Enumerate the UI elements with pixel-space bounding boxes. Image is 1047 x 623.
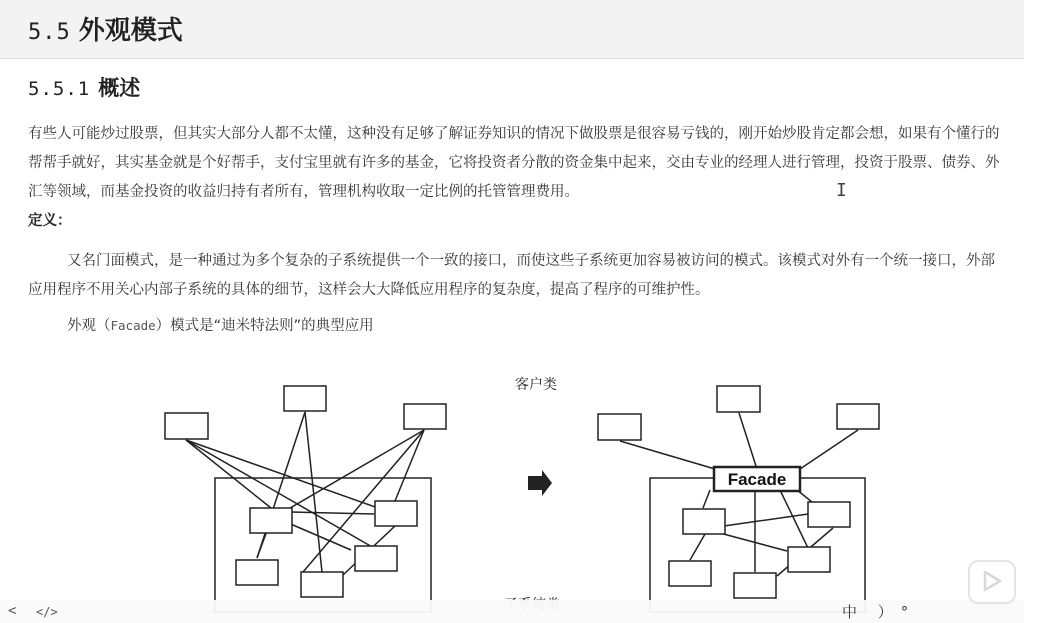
client-box bbox=[717, 386, 760, 412]
play-icon bbox=[983, 571, 1001, 591]
client-box bbox=[284, 386, 326, 411]
subsystem-box bbox=[734, 573, 776, 598]
right-arrow-icon bbox=[528, 470, 552, 496]
client-box bbox=[598, 414, 641, 440]
facade-line bbox=[67, 311, 1047, 341]
client-box bbox=[165, 413, 208, 439]
client-label: 客户类 bbox=[515, 377, 557, 393]
subsystem-box bbox=[683, 509, 725, 534]
section-title: 外观模式 bbox=[78, 16, 183, 46]
right-diagram bbox=[598, 386, 879, 612]
play-button[interactable] bbox=[968, 560, 1016, 604]
subsystem-box bbox=[355, 546, 397, 571]
subsystem-box bbox=[375, 501, 417, 526]
subsystem-box bbox=[250, 508, 292, 533]
subsystem-box bbox=[788, 547, 830, 572]
subsystem-box bbox=[236, 560, 278, 585]
client-box bbox=[404, 404, 446, 429]
text-cursor-icon: I bbox=[836, 180, 847, 201]
facade-box-label: Facade bbox=[727, 470, 787, 489]
subsection-number: 5.5.1 bbox=[28, 78, 91, 100]
ime-toolbar[interactable]: 中 ）° bbox=[842, 603, 917, 621]
facade-line-prefix: 外观（ bbox=[67, 318, 111, 334]
facade-code: Facade bbox=[110, 318, 156, 333]
left-diagram bbox=[165, 386, 446, 612]
subsection-title: 概述 bbox=[98, 76, 141, 100]
subsystem-box bbox=[808, 502, 850, 527]
section-heading bbox=[28, 10, 183, 47]
definition-label: 定义： bbox=[28, 213, 72, 229]
subsystem-box bbox=[669, 561, 711, 586]
subsection-heading bbox=[28, 72, 140, 102]
facade-diagram bbox=[0, 356, 1024, 600]
subsystem-box bbox=[301, 572, 343, 597]
prev-button[interactable]: < bbox=[8, 603, 17, 619]
definition-paragraph: 又名门面模式，是一种通过为多个复杂的子系统提供一个一致的接口，而使这些子系统更加容易被访问的模式。该模式对外有一个统一接口，外部应用程序不用关心内部子系统的具体的细节，这样会大大降低应用程序的复杂度，提高了程序的可维护性。 bbox=[28, 253, 995, 298]
client-box bbox=[837, 404, 879, 429]
facade-line-suffix: ）模式是“迪米特法则”的典型应用 bbox=[155, 318, 374, 334]
section-number: 5.5 bbox=[28, 20, 71, 45]
intro-paragraph: 有些人可能炒过股票，但其实大部分人都不太懂，这种没有足够了解证券知识的情况下做股票是很容易亏钱的，刚开始炒股肯定都会想，如果有个懂行的帮帮手就好，其实基金就是个好帮手，支付宝里就有许多的基金，它将投资者分散的资金集中起来，交由专业的经理人进行管理，投资于股票、债券、外汇等领域，而基金投资的收益归持有者所有，管理机构收取一定比例的托管管理费用。 bbox=[28, 126, 1000, 200]
source-code-button[interactable]: </> bbox=[36, 605, 58, 619]
